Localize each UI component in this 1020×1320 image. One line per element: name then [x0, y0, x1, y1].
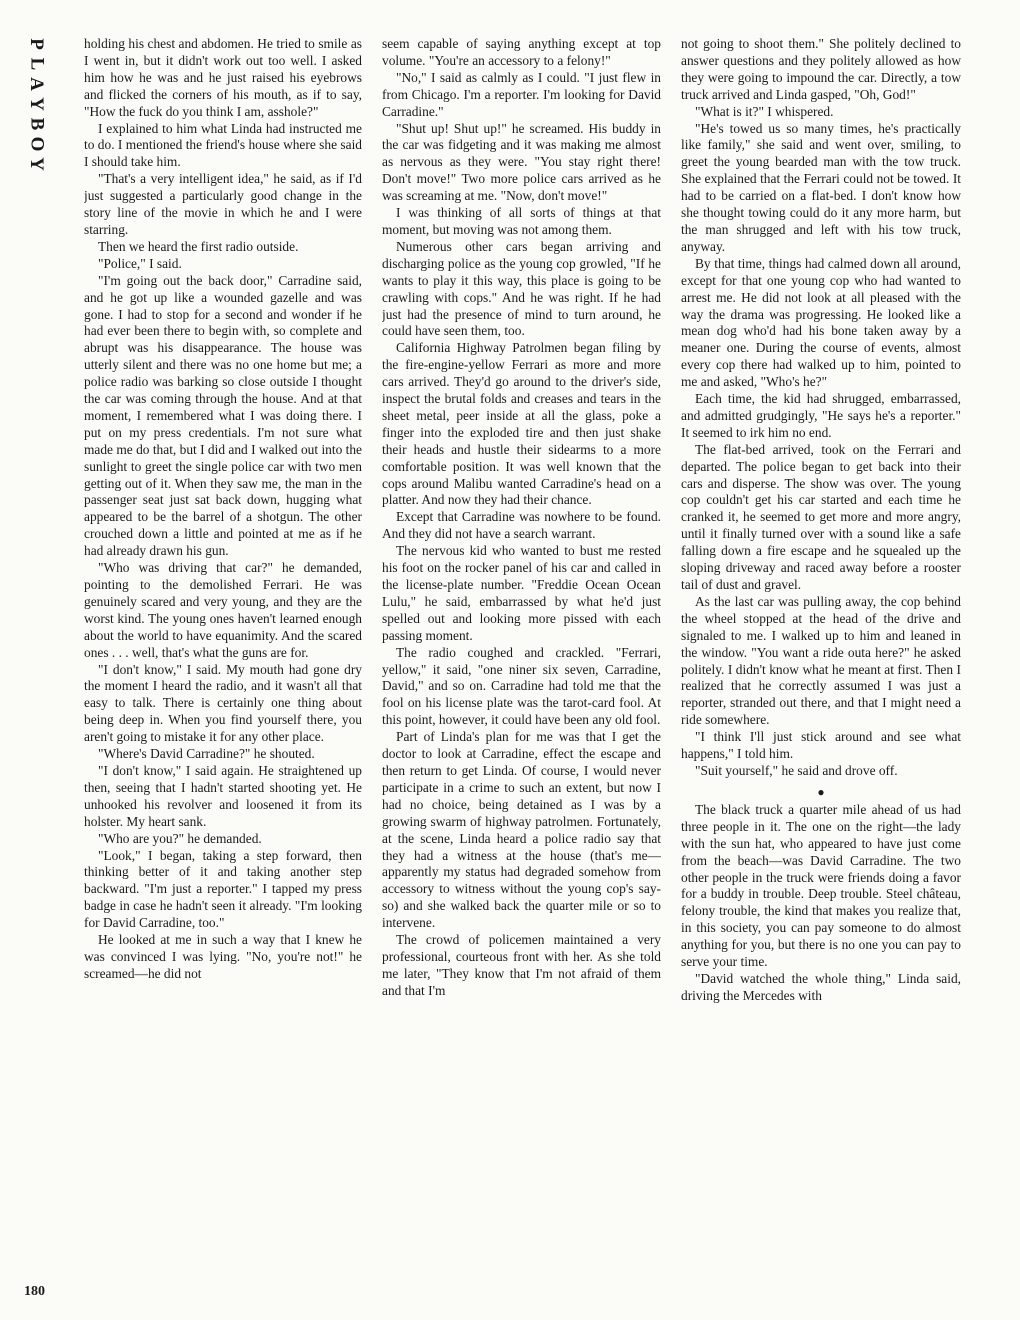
paragraph: He looked at me in such a way that I knew he was convinced I was lying. "No, you're not!" he screamed—he did not	[84, 932, 362, 981]
paragraph: Each time, the kid had shrugged, embarrassed, and admitted grudgingly, "He says he's a reporter." It seemed to irk him no end.	[681, 391, 961, 440]
paragraph: The flat-bed arrived, took on the Ferrari and departed. The police began to get back into their cars and disperse. The show was over. The young cop couldn't get his car started and each time he cranked it, he seemed to get more and more angry, until it finally turned over with a sound like a safe falling down a fire escape and he squealed up the sloping driveway and raced away before a rooster tail of dust and gravel.	[681, 441, 961, 592]
paragraph: "I don't know," I said. My mouth had gone dry the moment I heard the radio, and it wasn't all that easy to talk. There is certainly one thing about being deep in. When you find yourself there, you aren't going to mistake it for any other place.	[84, 661, 362, 745]
magazine-letter: A	[25, 77, 47, 91]
paragraph: Then we heard the first radio outside.	[98, 238, 299, 254]
paragraph: seem capable of saying anything except at top volume. "You're an accessory to a felony!"	[382, 36, 661, 68]
paragraph: "What is it?" I whispered.	[695, 103, 834, 119]
section-break-bullet: ●	[817, 784, 825, 799]
paragraph: "I think I'll just stick around and see what happens," I told him.	[681, 729, 961, 762]
magazine-letter: L	[26, 57, 47, 71]
magazine-letter: Y	[25, 157, 47, 171]
paragraph: "I'm going out the back door," Carradine said, and he got up like a wounded gazelle and was gone. I had to stop for a second and wonder if he had ever been there to begin with, so complete and abrupt was his disappearance. The house was utterly silent and there was no one home but me; a police radio was barking so close outside I thought the car was coming through the house. And at that moment, I remembered what I was doing there. I put on my press credentials. I'm not sure what made me do that, but I did and I walked out into the sunlight to greet the single police car with two men getting out of it. When they saw me, the man in the passenger seat just sat back down, hugging what appeared to be the barrel of a shotgun. The other crouched down a little and pointed at me as if he had already drawn his gun.	[84, 272, 362, 559]
paragraph: By that time, things had calmed down all around, except for that one young cop who had wanted to arrest me. He did not look at all pleased with the way the drama was progressing. He looked like a mean dog who'd had his bone taken away by a meaner one. During the course of events, almost every cop there had walked up to him, pointed to me and asked, "Who's he?"	[681, 255, 961, 390]
paragraph: Numerous other cars began arriving and discharging police as the young cop growled, "If he wants to play it this way, this place is going to be crawling with cops." And he was right. If he had just had the presence of mind to turn around, he could have seen them, too.	[382, 238, 661, 339]
paragraph: Part of Linda's plan for me was that I get the doctor to look at Carradine, effect the escape and then return to get Linda. Of course, I would never participate in a crime to such an extent, but now I had no choice, being detained as I was by a growing swarm of highway patrolmen. Fortunately, at the scene, Linda heard a police radio say that they had a witness at the house (that's me—apparently my status had degraded somehow from accessory to witness without the young cop's say-so) and she walked back the quarter mile or so to intervene.	[382, 729, 661, 931]
magazine-letter: B	[26, 117, 47, 131]
paragraph: "Who was driving that car?" he demanded, pointing to the demolished Ferrari. He was genuinely scared and very young, and they are the worst kind. The young ones haven't learned enough about the world to have equanimity. And the scared ones . . . well, that's what the guns are for.	[84, 560, 362, 660]
page-number: 180	[24, 1284, 45, 1299]
paragraph: "Shut up! Shut up!" he screamed. His buddy in the car was fidgeting and it was making me almost as nervous as they were. "You stay right there! Don't move!" Two more police cars arrived as he was screaming at me. "Now, don't move!"	[382, 120, 661, 204]
text-column-1	[84, 36, 362, 1312]
paragraph: "Look," I began, taking a step forward, then thinking better of it and taking another step backward. "I'm just a reporter." I tapped my press badge in case he hadn't seen it already. "I'm looking for David Carradine, too."	[84, 847, 362, 931]
magazine-letter: O	[26, 136, 47, 152]
magazine-letter: P	[25, 38, 47, 50]
paragraph: Except that Carradine was nowhere to be found. And they did not have a search warrant.	[382, 509, 661, 542]
paragraph: "No," I said as calmly as I could. "I just flew in from Chicago. I'm a reporter. I'm looking for David Carradine."	[382, 69, 661, 119]
paragraph: I explained to him what Linda had instructed me to do. I mentioned the friend's house where she said I should take him.	[84, 120, 362, 170]
text-column-2	[382, 36, 661, 1312]
magazine-name-vertical	[24, 34, 48, 174]
paragraph: "That's a very intelligent idea," he said, as if I'd just suggested a particularly good change in the story line of the movie in which he and I were starring.	[84, 171, 362, 237]
paragraph: The radio coughed and crackled. "Ferrari, yellow," it said, "one niner six seven, Carradine, David," and so on. Carradine had told me that the fool on his license plate was the tarot-card fool. At this point, however, it could have been any old fool.	[382, 644, 661, 728]
paragraph: California Highway Patrolmen began filing by the fire-engine-yellow Ferrari as more and more cars arrived. They'd go around to the driver's side, inspect the brutal folds and creases and tears in the sheet metal, peer inside at all the glass, poke a finger into the exploded tire and then just shake their heads and hustle their sidearms to a more comfortable position. It was well known that the cops around Malibu wanted Carradine's head on a platter. And now they had their chance.	[382, 340, 661, 508]
paragraph: holding his chest and abdomen. He tried to smile as I went in, but it didn't work out too well. I asked him how he was and he just raised his eyebrows and flicked the corners of his mouth, as if to say, "How the fuck do you think I am, asshole?"	[84, 36, 362, 119]
paragraph: not going to shoot them." She politely declined to answer questions and they politely allowed as how they were going to impound the car. Directly, a tow truck arrived and Linda gasped, "Oh, God!"	[681, 36, 961, 102]
paragraph: "Where's David Carradine?" he shouted.	[98, 746, 315, 762]
text-column-3	[681, 36, 961, 1312]
paragraph: "Police," I said.	[98, 255, 182, 271]
magazine-letter: Y	[25, 97, 47, 111]
paragraph: The crowd of policemen maintained a very professional, courteous front with her. As she told me later, "They know that I'm not afraid of them and that I'm	[382, 932, 661, 998]
paragraph: "I don't know," I said again. He straightened up then, seeing that I hadn't started shooting yet. He unhooked his revolver and loosened it from its holster. My heart sank.	[84, 762, 362, 829]
paragraph: "He's towed us so many times, he's practically like family," she said and went over, smiling, to greet the young bearded man with the tow truck. She explained that the Ferrari could not be towed. It had to be carried on a flat-bed. I don't know how she thought towing could do it any more harm, but the man shrugged and left with his tow truck, anyway.	[681, 120, 961, 254]
paragraph: As the last car was pulling away, the cop behind the wheel stopped at the head of the drive and signaled to me. I walked up to him and leaned in the window. "You want a ride outa here?" he asked politely. I didn't know what he meant at first. Then I realized that he correctly assumed I was just a reporter, stranded out there, and that I might need a ride somewhere.	[681, 593, 961, 728]
paragraph: "Who are you?" he demanded.	[98, 830, 262, 846]
paragraph: "David watched the whole thing," Linda said, driving the Mercedes with	[681, 970, 961, 1003]
paragraph: The black truck a quarter mile ahead of us had three people in it. The one on the right—the lady with the sun hat, who appeared to have just come from the beach—was David Carradine. The two other people in the truck were friends doing a favor for a buddy in trouble. Deep trouble. Steel château, felony trouble, the kind that makes you realize that, in this society, you can pay someone to do almost anything for you, but there is no one you can pay to serve your time.	[681, 801, 961, 970]
paragraph: I was thinking of all sorts of things at that moment, but moving was not among them.	[382, 205, 661, 237]
paragraph: The nervous kid who wanted to bust me rested his foot on the rocker panel of his car and called in the license-plate number. "Freddie Ocean Ocean Lulu," he said, embarrassed by what he'd just spelled out and looking more pissed with each passing moment.	[382, 543, 661, 643]
paragraph: "Suit yourself," he said and drove off.	[695, 762, 898, 778]
